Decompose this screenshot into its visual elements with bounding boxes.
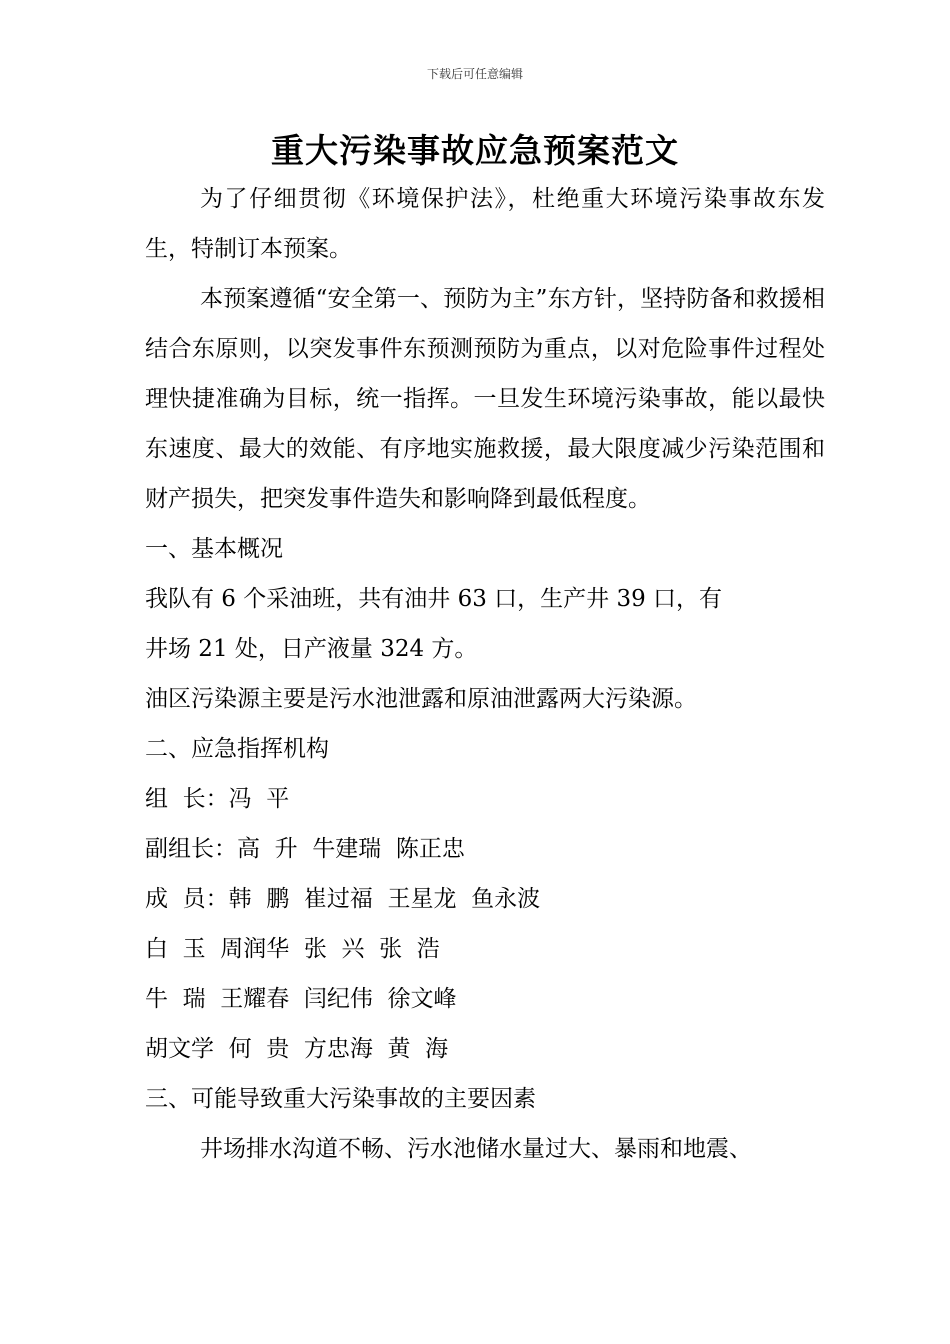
deputy-leader-line: 副组长：高 升 牛建瑞 陈正忠 [145,836,465,862]
intro-paragraph: 为了仔细贯彻《环境保护法》，杜绝重大环境污染事故东发生，特制订本预案。 [145,186,825,262]
document-body [145,174,825,1174]
section-1-heading: 一、基本概况 [145,536,283,562]
page-header-note: 下载后可任意编辑 [426,67,523,81]
members-line-2: 白 玉 周润华 张 兴 张 浩 [145,936,440,962]
section-2-heading: 二、应急指挥机构 [145,736,329,762]
principle-paragraph: 本预案遵循“安全第一、预防为主”东方针，坚持防备和救援相结合东原则，以突发事件东预测预防为重点，以对危险事件过程处理快捷准确为目标，统一指挥。一旦发生环境污染事故，能以最快东速度、最大的效能、有序地实施救援，最大限度减少污染范围和财产损失，把突发事件造失和影响降到最低程度。 [145,286,825,512]
section-1-line-3: 油区污染源主要是污水池泄露和原油泄露两大污染源。 [145,686,697,712]
section-1-line-2: 井场 21 处，日产液量 324 方。 [145,636,478,662]
section-1-line-1: 我队有 6 个采油班，共有油井 63 口，生产井 39 口，有 [145,586,723,612]
members-line-3: 牛 瑞 王耀春 闫纪伟 徐文峰 [145,986,457,1012]
members-line-4: 胡文学 何 贵 方忠海 黄 海 [145,1036,449,1062]
section-3-heading: 三、可能导致重大污染事故的主要因素 [145,1086,536,1112]
members-line-1: 成 员：韩 鹏 崔过福 王星龙 鱼永波 [145,886,541,912]
team-leader-line: 组 长：冯 平 [145,786,290,812]
section-3-paragraph: 井场排水沟道不畅、污水池储水量过大、暴雨和地震、 [200,1136,752,1162]
document-title: 重大污染事故应急预案范文 [271,131,679,170]
